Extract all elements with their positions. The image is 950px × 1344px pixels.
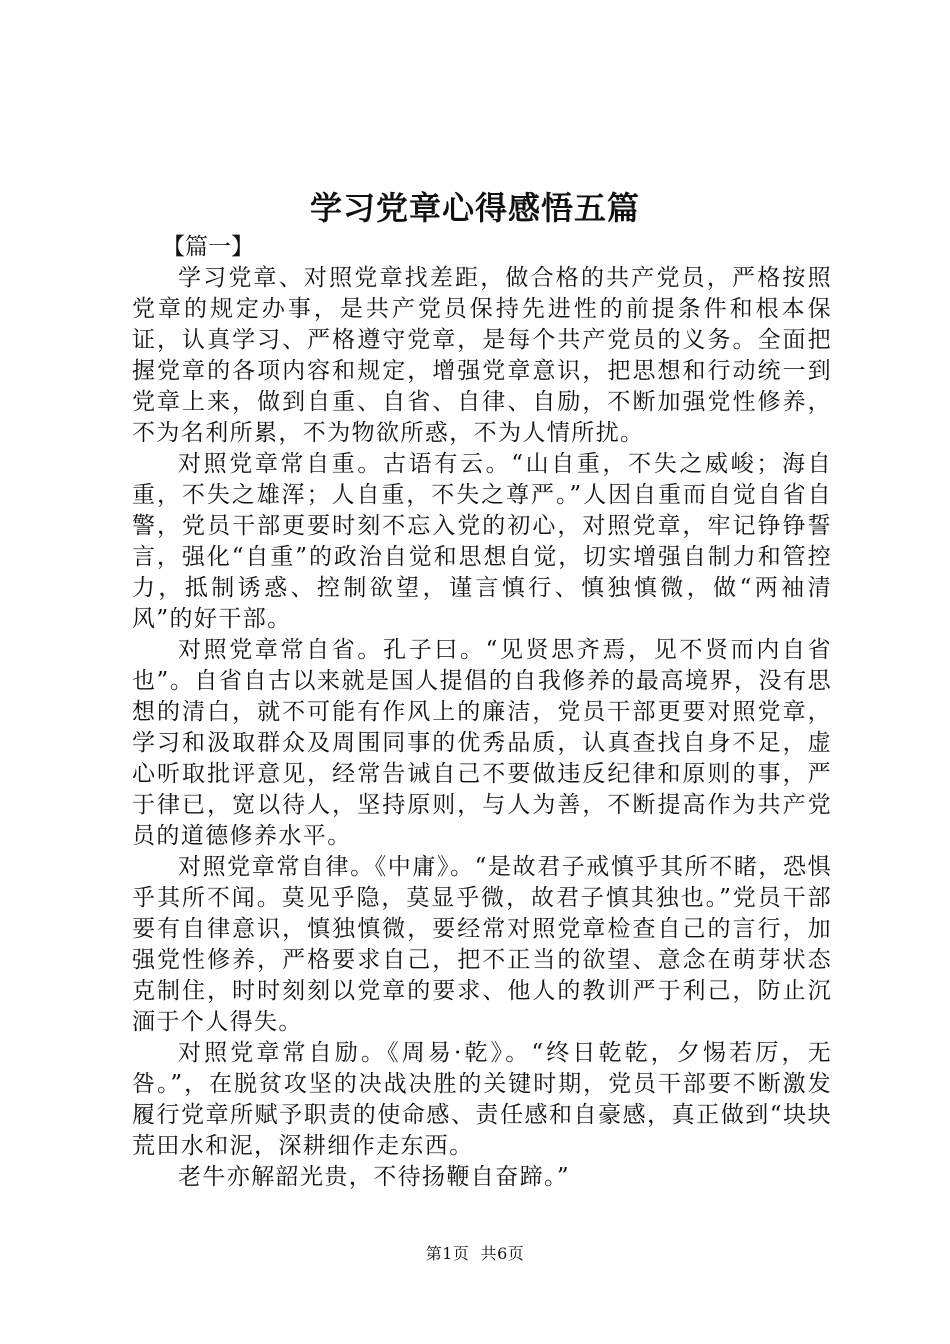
page-total: 共6页	[480, 1244, 525, 1263]
paragraph-self-discipline: 对照党章常自律。《中庸》。“是故君子戒慎乎其所不睹，恐惧乎其所不闻。莫见乎隐，莫显乎微，故君子慎其独也。”党员干部要有自律意识，慎独慎微，要经常对照党章检查自己的言行，加强党性修养，严格要求自己，把不正当的欲望、意念在萌芽状态克制住，时时刻刻以党章的要求、他人的教训严于利己，防止沉湎于个人得失。	[132, 854, 832, 1035]
page-number: 第1页	[425, 1244, 470, 1263]
page-footer	[0, 1244, 950, 1264]
paragraph-self-encouragement: 对照党章常自励。《周易·乾》。“终日乾乾，夕惕若厉，无咎。”，在脱贫攻坚的决战决胜的关键时期，党员干部要不断激发履行党章所赋予职责的使命感、责任感和自豪感，真正做到“块块荒田水和泥，深耕细作走东西。	[132, 1040, 832, 1159]
paragraph-self-respect: 对照党章常自重。古语有云。“山自重，不失之威峻；海自重，不失之雄浑；人自重，不失之尊严。”人因自重而自觉自省自警，党员干部更要时刻不忘入党的初心，对照党章，牢记铮铮誓言，强化“自重”的政治自觉和思想自觉，切实增强自制力和管控力，抵制诱惑、控制欲望，谨言慎行、慎独慎微，做“两袖清风”的好干部。	[132, 451, 832, 632]
page-title: 学习党章心得感悟五篇	[309, 189, 640, 227]
paragraph-closing-verse: 老牛亦解韶光贵，不待扬鞭自奋蹄。”	[178, 1164, 571, 1190]
document-body	[132, 232, 832, 1193]
paragraph-intro: 学习党章、对照党章找差距，做合格的共产党员，严格按照党章的规定办事，是共产党员保持先进性的前提条件和根本保证，认真学习、严格遵守党章，是每个共产党员的义务。全面把握党章的各项内容和规定，增强党章意识，把思想和行动统一到党章上来，做到自重、自省、自律、自励，不断加强党性修养，不为名利所累，不为物欲所惑，不为人情所扰。	[132, 265, 832, 446]
paragraph-self-reflection: 对照党章常自省。孔子曰。“见贤思齐焉，见不贤而内自省也”。自省自古以来就是国人提倡的自我修养的最高境界，没有思想的清白，就不可能有作风上的廉洁，党员干部更要对照党章，学习和汲取群众及周围同事的优秀品质，认真查找自身不足，虚心听取批评意见，经常告诫自己不要做违反纪律和原则的事，严于律已，宽以待人，坚持原则，与人为善，不断提高作为共产党员的道德修养水平。	[132, 637, 832, 849]
section-heading: 【篇一】	[162, 234, 254, 260]
